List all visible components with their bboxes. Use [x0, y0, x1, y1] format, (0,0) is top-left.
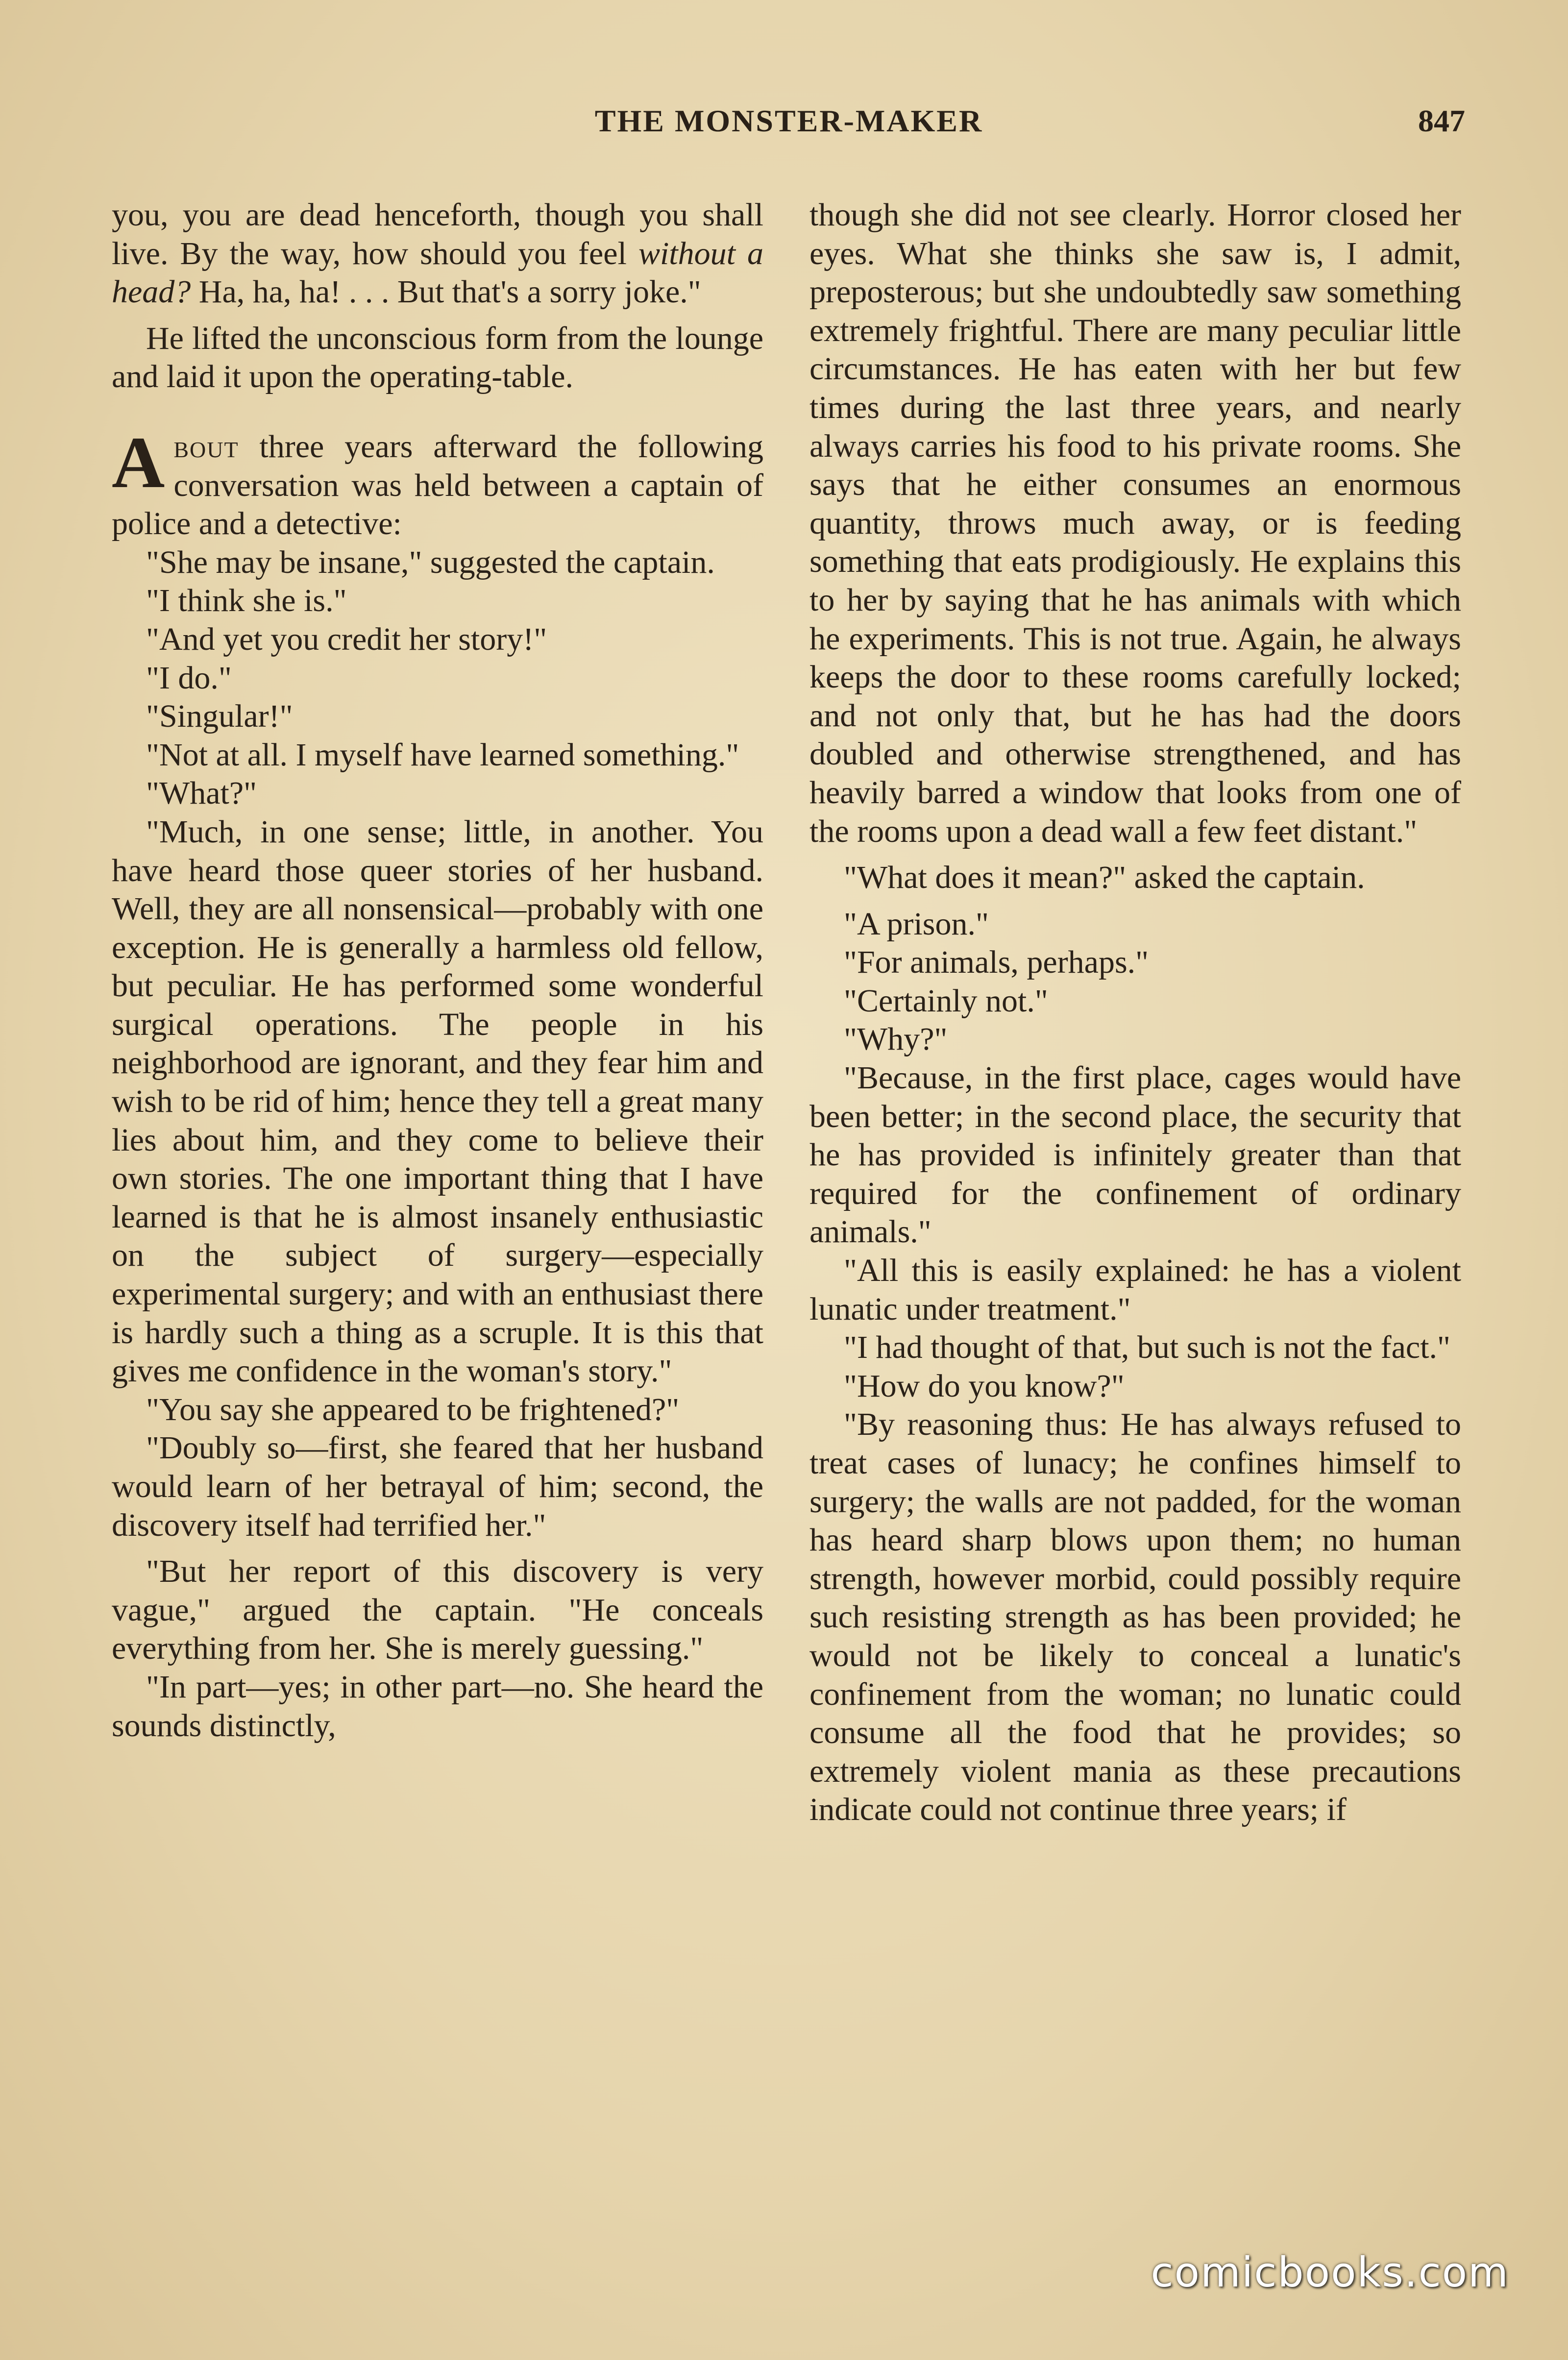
paragraph: "Why?": [844, 1021, 948, 1057]
paragraph: "You say she appeared to be frightened?": [146, 1391, 680, 1427]
site-watermark: comicbooks.com: [1151, 2248, 1509, 2296]
running-title: THE MONSTER-MAKER: [594, 103, 983, 138]
paragraph: He lifted the unconscious form from the lounge and laid it upon the operating-table.: [112, 320, 763, 395]
paragraph: "What?": [146, 775, 257, 811]
paragraph: "What does it mean?" asked the captain.: [844, 860, 1365, 896]
right-column: [809, 196, 1461, 1829]
page-number: 847: [1418, 103, 1465, 138]
paragraph: "She may be insane," suggested the captain.: [146, 544, 715, 580]
paragraph: "In part—yes; in other part—no. She heard the sounds distinctly,: [112, 1669, 763, 1744]
paragraph: "All this is easily explained: he has a violent lunatic under treatment.": [809, 1253, 1461, 1327]
paragraph: "Certainly not.": [844, 983, 1048, 1019]
italic-phrase: without a head?: [112, 235, 763, 310]
page-header: [113, 103, 1465, 147]
paragraph: [112, 196, 763, 312]
paragraph: "And yet you credit her story!": [146, 621, 547, 657]
paragraph-text: you, you are dead henceforth, though you shall live. By the way, how should you feel: [112, 197, 763, 271]
paragraph: "Singular!": [146, 698, 293, 735]
paragraph: though she did not see clearly. Horror closed her eyes. What she thinks she saw is, I admit, preposterous; but she undoubtedly saw something extremely frightful. There are many peculiar little circumstances. He has eaten with her but few times during the last three years, and nearly always carries his food to his private rooms. She says that he either consumes an enormous quantity, throws much away, or is feeding something that eats prodigiously. He explains this to her by saying that he has animals with which he experiments. This is not true. Again, he always keeps the door to these rooms carefully locked; and not only that, but he has had the doors doubled and otherwise strengthened, and has heavily barred a window that looks from one of the rooms upon a dead wall a few feet distant.": [809, 197, 1461, 849]
paragraph: "Because, in the first place, cages would have been better; in the second place, the security that he has provided is infinitely greater than that required for the confinement of ordinary animals.": [809, 1060, 1461, 1250]
paragraph: "Not at all. I myself have learned something.": [146, 737, 739, 773]
paragraph-text: three years afterward the following conversation was held between a captain of police and a detective:: [112, 428, 763, 542]
paragraph: "A prison.": [844, 906, 989, 942]
paragraph: "For animals, perhaps.": [844, 944, 1149, 981]
paragraph: "Much, in one sense; little, in another. You have heard those queer stories of her husband. Well, they are all nonsensical—probably with one exception. He is generally a harmless old fellow, but peculiar. He has performed some wonderful surgical operations. The people in his neighborhood are ignorant, and they fear him and wish to be rid of him; hence they tell a great many lies about him, and they come to believe their own stories. The one important thing that I have learned is that he is almost insanely enthusiastic on the subject of surgery—especially experimental surgery; and with an enthusiast there is hardly such a thing as a scruple. It is this that gives me confidence in the woman's story.": [112, 813, 763, 1389]
section-opening-paragraph: [112, 421, 763, 543]
paragraph: "I do.": [146, 660, 232, 696]
paragraph: "By reasoning thus: He has always refused to treat cases of lunacy; he confines himself to surgery; the walls are not padded, for the woman has heard sharp blows upon them; no human strength, however morbid, could possibly require such resisting strength as has been provided; he would not be likely to conceal a lunatic's confinement from the woman; no lunatic could consume all the food that he provides; so extremely violent mania as these precautions indicate could not continue three years; if: [809, 1406, 1461, 1828]
paragraph: "But her report of this discovery is very vague," argued the captain. "He conceals everything from her. She is merely guessing.": [112, 1553, 763, 1667]
paragraph-text: Ha, ha, ha! . . . But that's a sorry joke.": [198, 274, 701, 310]
left-column: [112, 196, 763, 1745]
paragraph: "I think she is.": [146, 583, 347, 619]
paragraph: "How do you know?": [844, 1368, 1125, 1404]
drop-cap: A: [112, 421, 165, 503]
paragraph: "I had thought of that, but such is not the fact.": [844, 1329, 1450, 1366]
paragraph: "Doubly so—first, she feared that her husband would learn of her betrayal of him; second, the discovery itself had terrified her.": [112, 1430, 763, 1543]
small-caps-word: bout: [173, 428, 239, 465]
